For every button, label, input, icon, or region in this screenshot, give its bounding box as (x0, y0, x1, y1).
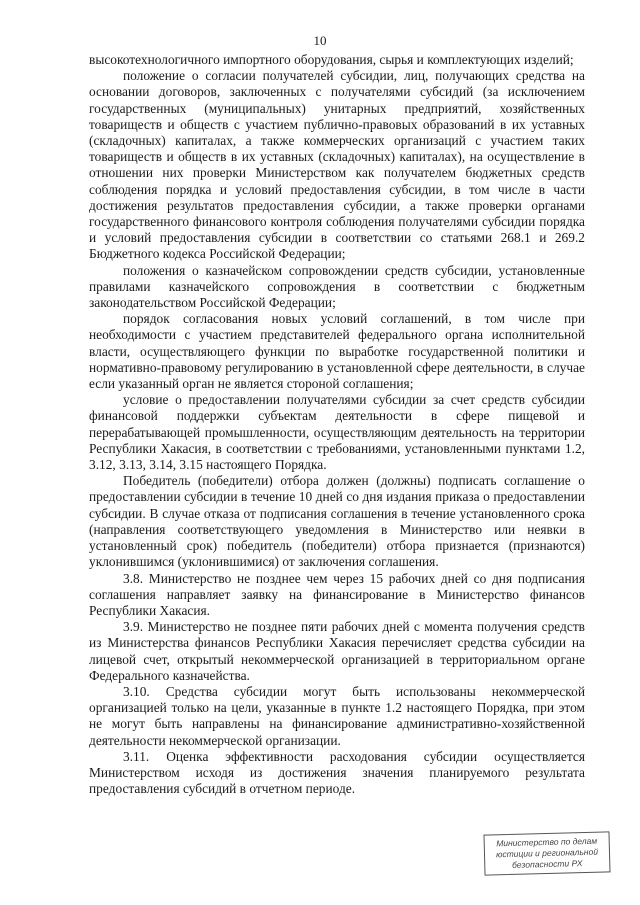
registration-stamp (483, 831, 610, 875)
stamp-line: юстиции и региональной (495, 846, 599, 860)
paragraph: Победитель (победители) отбора должен (должны) подписать соглашение о предоставлении субсидии в течение 10 дней со дня издания приказа о предоставлении субсидии. В случае отказа от подписания соглашения в течение установленного срока (направления соответствующего уведомления в Министерство или неявки в установленный срок) победитель (победители) отбора признается (признаются) уклонившимся (уклонившимися) от заключения соглашения. (89, 473, 585, 570)
page-number: 10 (313, 33, 327, 48)
stamp-line: безопасности РХ (511, 858, 583, 870)
paragraph: условие о предоставлении получателями субсидии за счет средств субсидии финансовой поддержки субъектам деятельности в сфере пищевой и перерабатывающей промышленности, осуществляющим деятельность на территории Республики Хакасия, в соответствии с требованиями, установленными пунктами 1.2, 3.12, 3.13, 3.14, 3.15 настоящего Порядка. (89, 392, 585, 473)
paragraph: положение о согласии получателей субсидии, лиц, получающих средства на основании договоров, заключенных с получателями субсидий (за исключением государственных (муниципальных) унитарных предприятий, хозяйственных товариществ и обществ с участием публично-правовых образований в их уставных (складочных) капиталах, а также коммерческих организаций с участием таких товариществ и обществ в их уставных (складочных) капиталах), на осуществление в отношении них проверки Министерством как получателем бюджетных средств соблюдения порядка и условий предоставления субсидии, в том числе в части достижения результатов предоставления субсидии, а также проверки органами государственного финансового контроля соблюдения получателями субсидии порядка и условий предоставления субсидии в соответствии со статьями 268.1 и 269.2 Бюджетного кодекса Российской Федерации; (89, 68, 585, 262)
paragraph: высокотехнологичного импортного оборудования, сырья и комплектующих изделий; (89, 52, 574, 67)
paragraph: 3.8. Министерство не позднее чем через 15 рабочих дней со дня подписания соглашения направляет заявку на финансирование в Министерство финансов Республики Хакасия. (89, 570, 585, 618)
paragraph: 3.9. Министерство не позднее пяти рабочих дней с момента получения средств из Министерства финансов Республики Хакасия перечисляет средства субсидии на лицевой счет, открытый некоммерческой организацией в территориальном органе Федерального казначейства. (89, 619, 585, 683)
stamp-line: Министерство по делам (496, 835, 598, 849)
document-body (89, 52, 585, 797)
paragraph: 3.11. Оценка эффективности расходования субсидии осуществляется Министерством исходя из достижения значения планируемого результата предоставления субсидий в отчетном периоде. (89, 748, 585, 797)
paragraph: положения о казначейском сопровождении средств субсидии, установленные правилами казначейского сопровождения в соответствии с бюджетным законодательством Российской Федерации; (89, 262, 585, 311)
paragraph: порядок согласования новых условий соглашений, в том числе при необходимости с участием представителей федерального органа исполнительной власти, осуществляющего функции по выработке государственной политики и нормативно-правовому регулированию в установленной сфере деятельности, в случае если указанный орган не является стороной соглашения; (89, 311, 585, 392)
paragraph: 3.10. Средства субсидии могут быть использованы некоммерческой организацией только на цели, указанные в пункте 1.2 настоящего Порядка, при этом не могут быть направлены на финансирование административно-хозяйственной деятельности некоммерческой организации. (89, 683, 585, 748)
